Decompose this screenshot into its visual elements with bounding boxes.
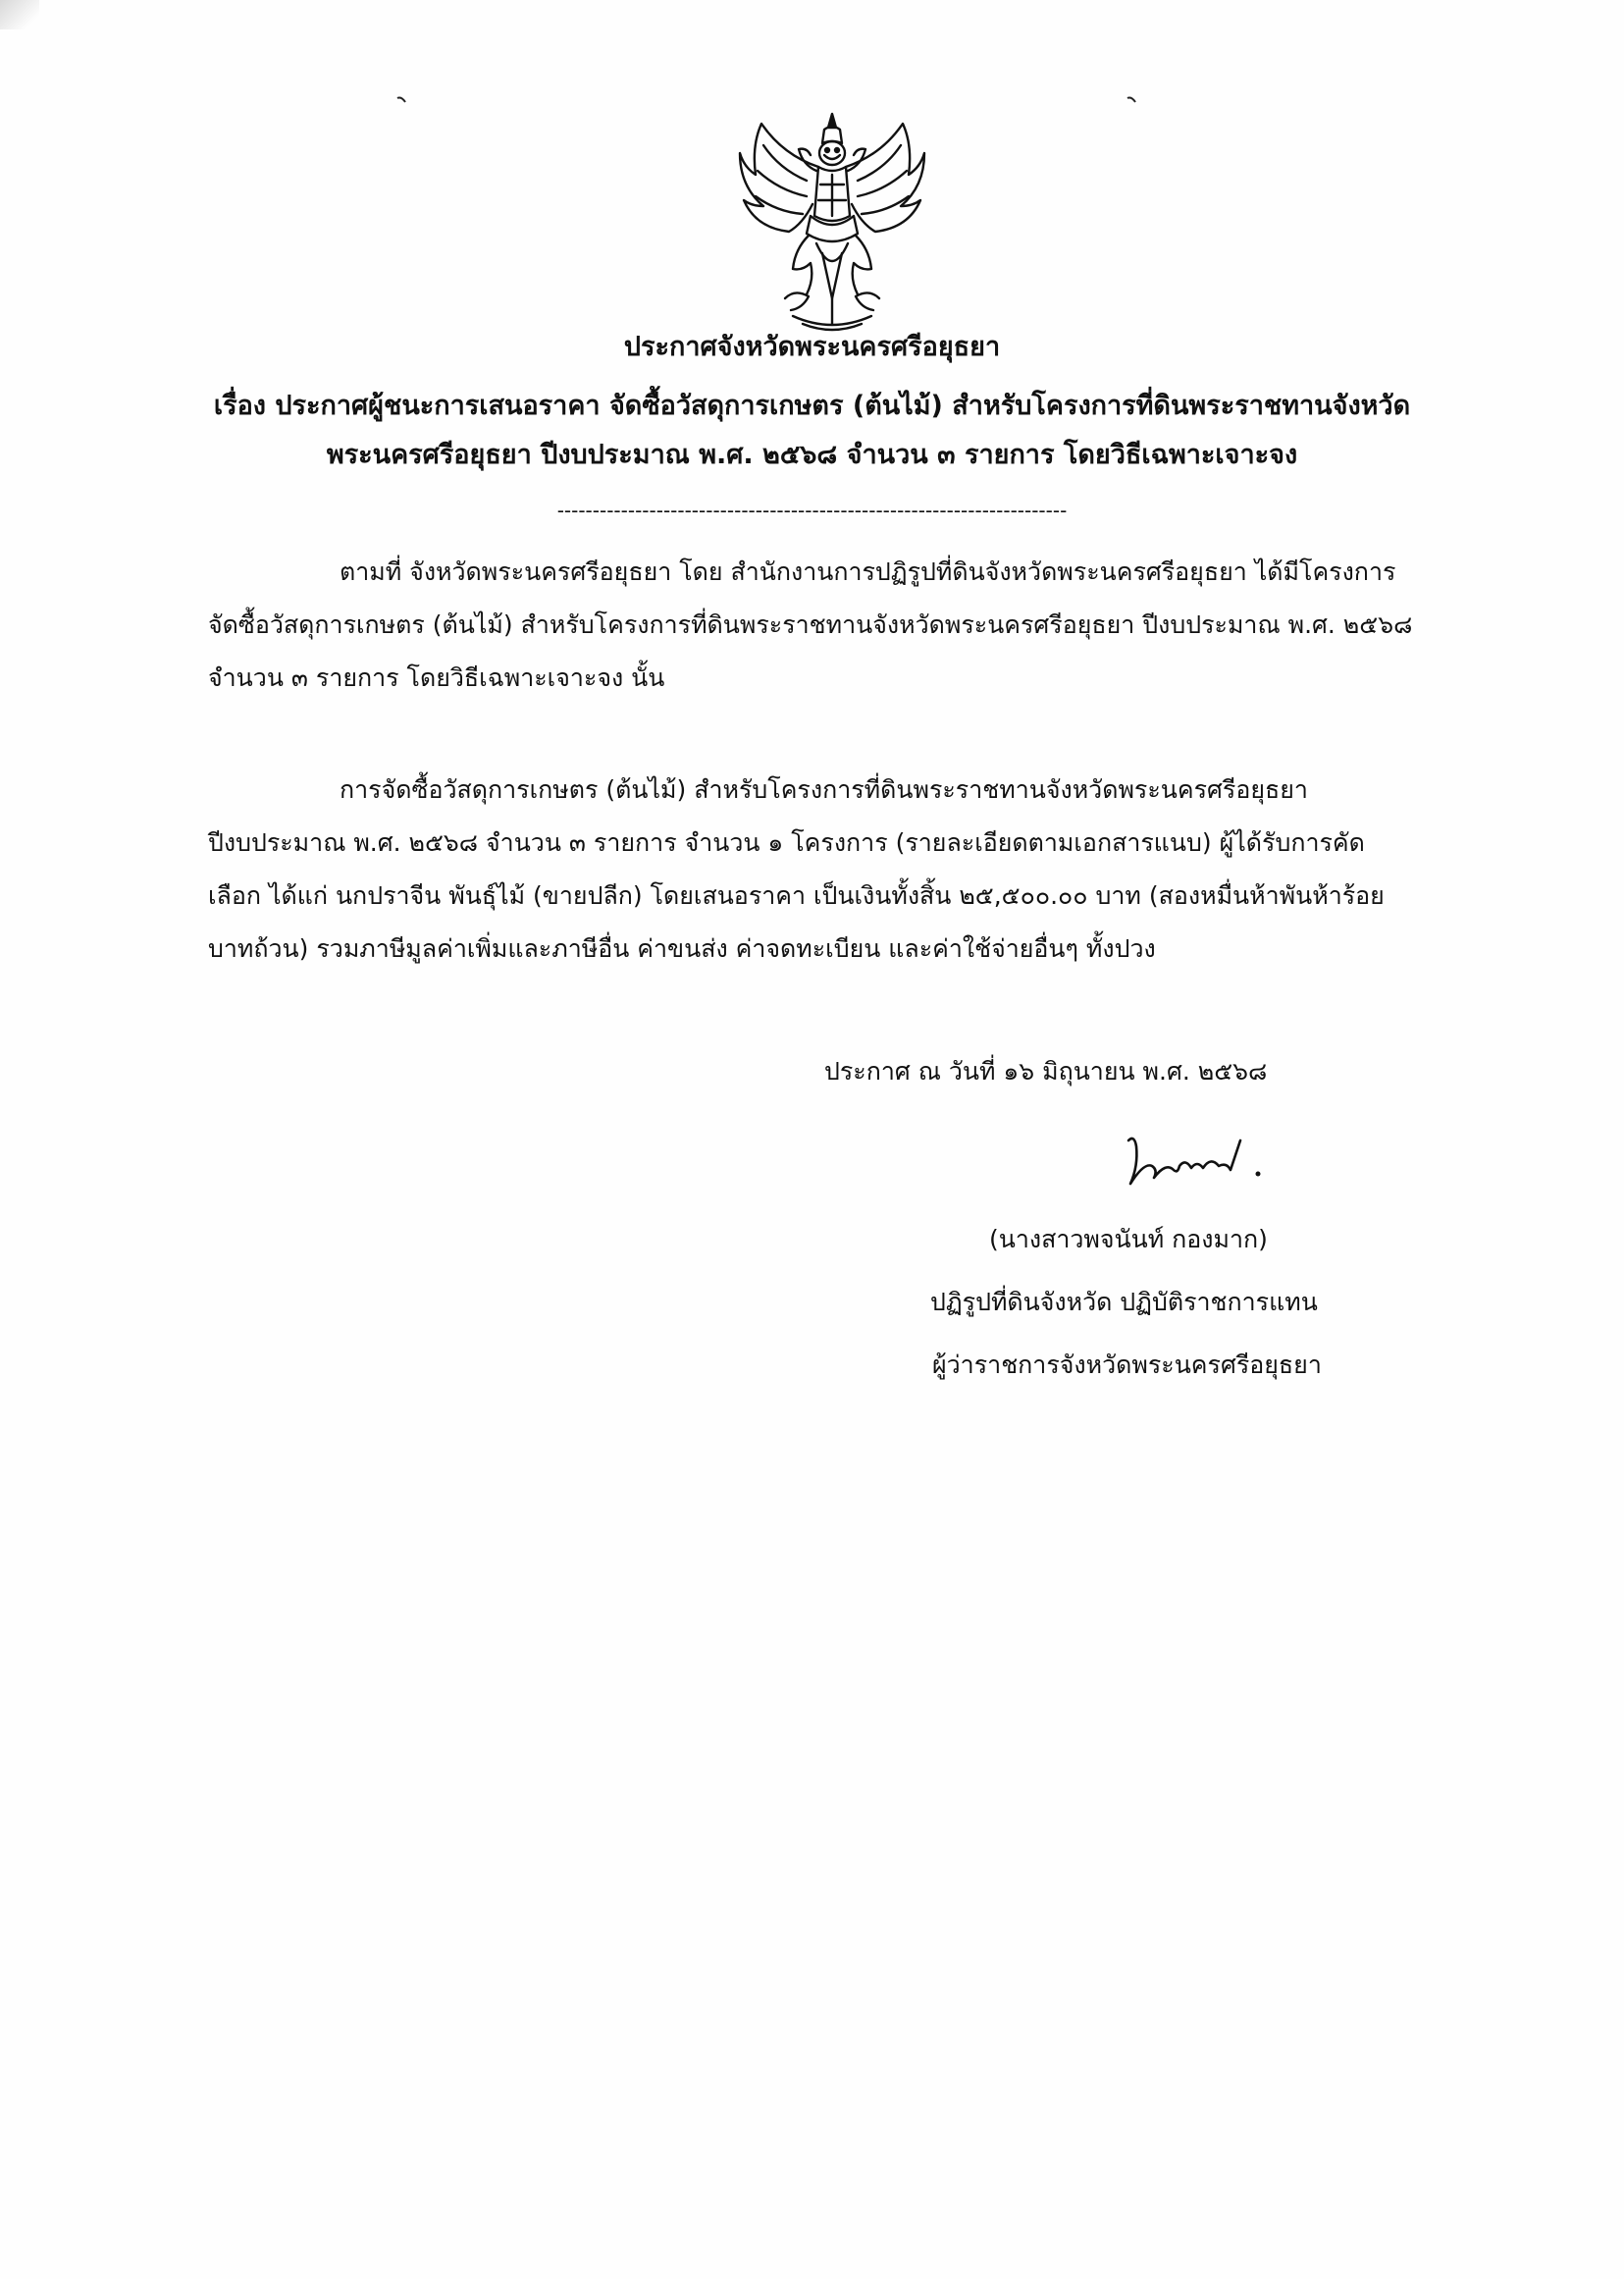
- signer-position-line1: ปฏิรูปที่ดินจังหวัด ปฏิบัติราชการแทน: [930, 1288, 1318, 1316]
- announcement-subject-line1: เรื่อง ประกาศผู้ชนะการเสนอราคา จัดซื้อวัสดุการเกษตร (ต้นไม้) สำหรับโครงการที่ดินพระราชทานจังหวัด: [213, 391, 1411, 421]
- signature-icon: [1109, 1127, 1285, 1195]
- signer-name: (นางสาวพจนันท์ กองมาก): [989, 1225, 1268, 1253]
- announcement-issuer: ประกาศจังหวัดพระนครศรีอยุธยา: [623, 332, 1001, 362]
- paragraph2-line1: การจัดซื้อวัสดุการเกษตร (ต้นไม้) สำหรับโครงการที่ดินพระราชทานจังหวัดพระนครศรีอยุธยา: [340, 775, 1308, 804]
- paragraph1-line2: จัดซื้อวัสดุการเกษตร (ต้นไม้) สำหรับโครงการที่ดินพระราชทานจังหวัดพระนครศรีอยุธยา ปีงบประมาณ พ.ศ. ๒๕๖๘: [208, 610, 1413, 639]
- paragraph1-line3: จำนวน ๓ รายการ โดยวิธีเฉพาะเจาะจง นั้น: [208, 663, 665, 692]
- page-mark-right-icon: [1126, 96, 1136, 104]
- scan-corner-shadow: [0, 0, 39, 29]
- page-mark-left-icon: [396, 96, 406, 104]
- paragraph2-line4: บาทถ้วน) รวมภาษีมูลค่าเพิ่มและภาษีอื่น ค่าขนส่ง ค่าจดทะเบียน และค่าใช้จ่ายอื่นๆ ทั้งปวง: [208, 934, 1156, 963]
- paragraph1-line1: ตามที่ จังหวัดพระนครศรีอยุธยา โดย สำนักงานการปฏิรูปที่ดินจังหวัดพระนครศรีอยุธยา ได้มีโครงการ: [340, 557, 1396, 586]
- paragraph2-line2: ปีงบประมาณ พ.ศ. ๒๕๖๘ จำนวน ๓ รายการ จำนวน ๑ โครงการ (รายละเอียดตามเอกสารแนบ) ผู้ได้รับการคัด: [208, 828, 1365, 857]
- signer-position-line2: ผู้ว่าราชการจังหวัดพระนครศรีอยุธยา: [932, 1351, 1322, 1379]
- garuda-emblem-icon: [734, 106, 930, 334]
- paragraph2-line3: เลือก ได้แก่ นกปราจีน พันธุ์ไม้ (ขายปลีก) โดยเสนอราคา เป็นเงินทั้งสิ้น ๒๕,๕๐๐.๐๐ บาท (สองหมื่นห้าพันห้าร้อย: [208, 881, 1385, 910]
- separator-line: ------------------------------------------------------------------------: [556, 499, 1068, 522]
- announcement-date: ประกาศ ณ วันที่ ๑๖ มิถุนายน พ.ศ. ๒๕๖๘: [824, 1057, 1268, 1086]
- announcement-subject-line2: พระนครศรีอยุธยา ปีงบประมาณ พ.ศ. ๒๕๖๘ จำนวน ๓ รายการ โดยวิธีเฉพาะเจาะจง: [326, 440, 1298, 470]
